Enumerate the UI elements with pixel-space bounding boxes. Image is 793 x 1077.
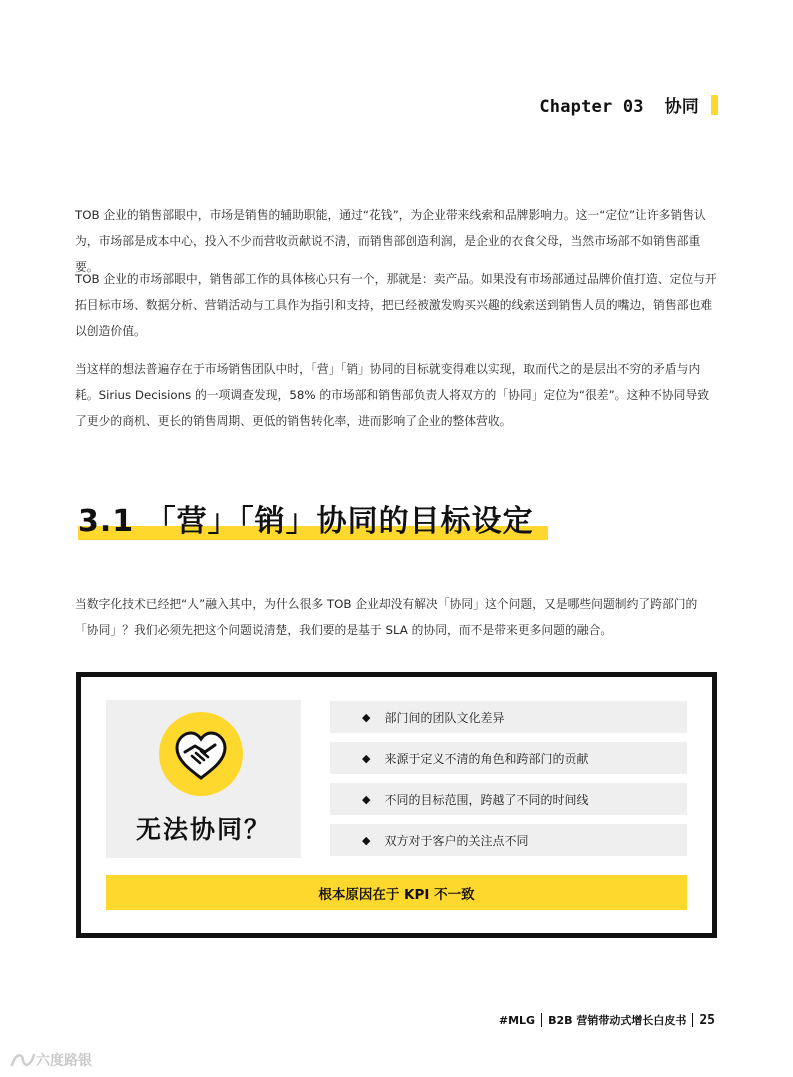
chapter-header: [539, 92, 718, 117]
paragraph-marketing-view: TOB 企业的市场部眼中，销售部工作的具体核心只有一个，那就是：卖产品。如果没有市场部通过品牌价值打造、定位与开拓目标市场、数据分析、营销活动与工具作为指引和支持，把已经被激发购买兴趣的线索送到销售人员的嘴边，销售部也难以创造价值。: [75, 272, 717, 338]
paragraph-intro: 当数字化技术已经把“人”融入其中，为什么很多 TOB 企业却没有解决「协同」这个问题，又是哪些问题制约了跨部门的「协同」？我们必须先把这个问题说清楚，我们要的是基于 SLA 的协同，而不是带来更多问题的融合。: [75, 597, 698, 637]
footer-title: B2B 营销带动式增长白皮书: [548, 1014, 687, 1027]
watermark-text: 六度路银: [36, 1053, 92, 1069]
section-title: 3.1 「营」「销」协同的目标设定: [78, 504, 534, 539]
reason-text: 双方对于客户的关注点不同: [384, 833, 529, 848]
diamond-bullet-icon: ◆: [362, 833, 371, 847]
chapter-accent-bar: [711, 95, 718, 115]
footer-tag: #MLG: [498, 1013, 536, 1027]
diamond-bullet-icon: ◆: [362, 751, 371, 765]
diagram-frame: [76, 672, 717, 938]
page-footer: [499, 1012, 715, 1028]
cannot-collaborate-label: 无法协同？: [135, 815, 271, 844]
root-cause-bar: 根本原因在于 KPI 不一致: [106, 875, 687, 910]
paragraph-sales-view: TOB 企业的销售部眼中，市场是销售的辅助职能，通过“花钱”，为企业带来线索和品牌影响力。这一“定位”让许多销售认为，市场部是成本中心，投入不少而营收贡献说不清，而销售部创造利润，是企业的衣食父母，当然市场部不如销售部重要。: [75, 208, 706, 274]
diamond-bullet-icon: ◆: [362, 710, 371, 724]
reason-text: 来源于定义不清的角色和跨部门的贡献: [384, 751, 589, 766]
paragraph-conflict: 当这样的想法普遍存在于市场销售团队中时，「营」「销」协同的目标就变得难以实现，取而代之的是层出不穷的矛盾与内耗。Sirius Decisions 的一项调查发现，58% 的市场部和销售部负责人将双方的「协同」定位为“很差”。这种不协同导致了更少的商机、更长的销售周期、更低的销售转化率，进而影响了企业的整体营收。: [75, 362, 710, 428]
reason-item: [330, 824, 687, 856]
section-heading: [78, 494, 534, 542]
footer-divider: [541, 1013, 542, 1027]
footer-divider: [692, 1013, 693, 1027]
diagram-left-panel: [106, 700, 301, 858]
reason-text: 部门间的团队文化差异: [384, 710, 505, 725]
handshake-heart-icon: [159, 712, 243, 796]
reason-item: [330, 783, 687, 815]
reason-text: 不同的目标范围，跨越了不同的时间线: [384, 792, 589, 807]
watermark-logo-icon: [10, 1051, 36, 1069]
chapter-label: Chapter 03 协同: [539, 97, 699, 117]
reason-item: [330, 742, 687, 774]
watermark: [10, 1050, 92, 1070]
reason-list: [330, 701, 687, 865]
diamond-bullet-icon: ◆: [362, 792, 371, 806]
reason-item: [330, 701, 687, 733]
page-number: 25: [699, 1012, 715, 1028]
